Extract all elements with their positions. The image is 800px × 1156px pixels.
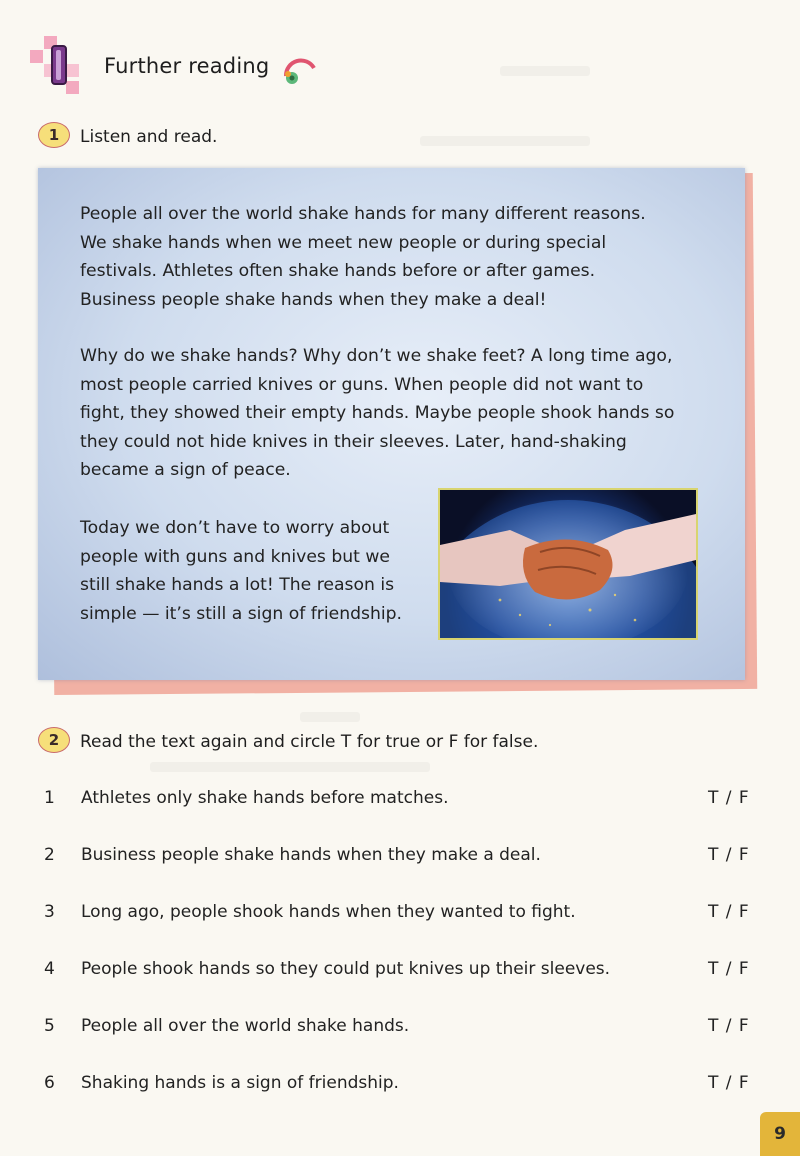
- reading-paragraph-1: [80, 200, 646, 314]
- text-line: Business people shake hands when they make a deal!: [80, 289, 547, 310]
- item-statement: Athletes only shake hands before matches.: [81, 788, 449, 808]
- item-statement: Business people shake hands when they make a deal.: [81, 845, 541, 865]
- text-line: fight, they showed their empty hands. Maybe people shook hands so: [80, 403, 675, 424]
- true-false-choice[interactable]: T / F: [708, 1016, 750, 1036]
- item-number: 4: [44, 959, 55, 979]
- headphones-icon[interactable]: [280, 50, 320, 90]
- item-number: 6: [44, 1073, 55, 1093]
- handshake-illustration: [440, 490, 696, 638]
- text-line: became a sign of peace.: [80, 460, 291, 481]
- true-false-choice[interactable]: T / F: [708, 845, 750, 865]
- reading-paragraph-3: [80, 514, 402, 628]
- exercise-number-badge: 2: [38, 727, 70, 753]
- text-line: still shake hands a lot! The reason is: [80, 575, 395, 596]
- page-number: 9: [760, 1112, 800, 1156]
- text-line: Today we don’t have to worry about: [80, 518, 390, 538]
- item-statement: Long ago, people shook hands when they wanted to fight.: [81, 902, 576, 922]
- text-line: Why do we shake hands? Why don’t we shake feet? A long time ago,: [80, 346, 673, 366]
- item-number: 5: [44, 1016, 55, 1036]
- handshake-globe-photo: [438, 488, 698, 640]
- exercise-instruction: Listen and read.: [80, 127, 218, 147]
- section-title: Further reading: [104, 54, 270, 78]
- exercise-instruction: Read the text again and circle T for true or F for false.: [80, 732, 539, 752]
- true-false-choice[interactable]: T / F: [708, 1073, 750, 1093]
- true-false-choice[interactable]: T / F: [708, 959, 750, 979]
- item-statement: People all over the world shake hands.: [81, 1016, 410, 1036]
- item-number: 3: [44, 902, 55, 922]
- true-false-choice[interactable]: T / F: [708, 902, 750, 922]
- true-false-choice[interactable]: T / F: [708, 788, 750, 808]
- item-statement: Shaking hands is a sign of friendship.: [81, 1073, 399, 1093]
- item-statement: People shook hands so they could put knives up their sleeves.: [81, 959, 611, 979]
- show-through-mark: [150, 762, 430, 772]
- item-number: 2: [44, 845, 55, 865]
- reading-paragraph-2: [80, 342, 674, 485]
- text-line: People all over the world shake hands for many different reasons.: [80, 204, 646, 224]
- show-through-mark: [420, 136, 590, 146]
- show-through-mark: [300, 712, 360, 722]
- item-number: 1: [44, 788, 55, 808]
- section-cross-icon: [30, 36, 82, 98]
- text-line: people with guns and knives but we: [80, 546, 390, 567]
- text-line: We shake hands when we meet new people or during special: [80, 232, 607, 253]
- show-through-mark: [500, 66, 590, 76]
- text-line: most people carried knives or guns. When people did not want to: [80, 374, 644, 395]
- text-line: they could not hide knives in their sleeves. Later, hand-shaking: [80, 431, 627, 452]
- exercise-number-badge: 1: [38, 122, 70, 148]
- text-line: simple — it’s still a sign of friendship.: [80, 603, 403, 624]
- text-line: festivals. Athletes often shake hands before or after games.: [80, 261, 596, 282]
